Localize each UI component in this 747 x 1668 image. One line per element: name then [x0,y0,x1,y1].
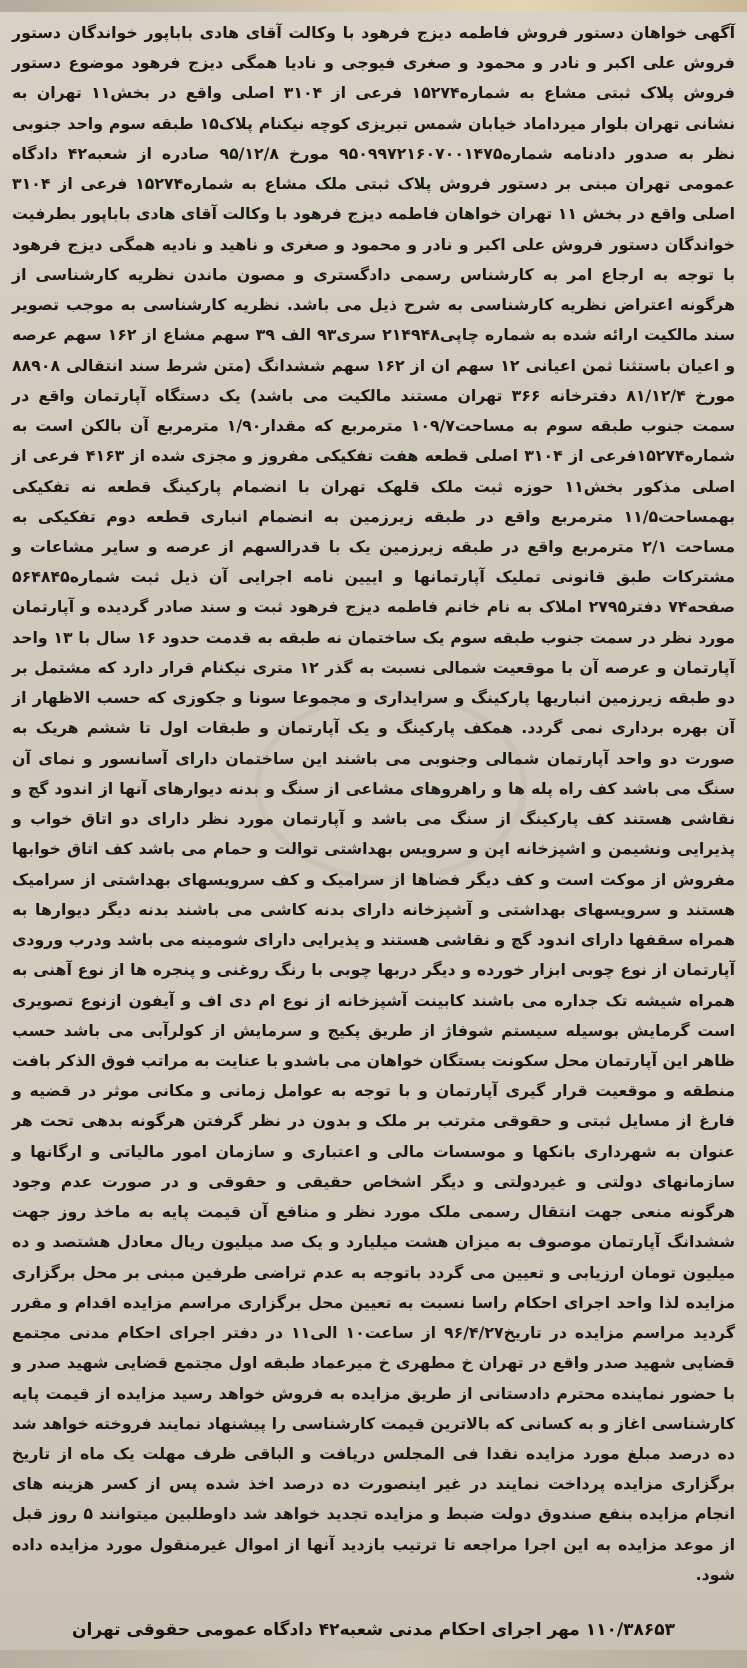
notice-body: آگهی خواهان دستور فروش فاطمه دیزج فرهود با وکالت آقای هادی باباپور خواندگان دستور فروش علی اکبر و نادر و محمود و صغری فیوجی و نادیا همگی دیزج فرهود موضوع دستور فروش پلاک ثبتی مشاع به شماره۱۵۲۷۴ فرعی از ۳۱۰۴ اصلی واقع در بخش۱۱ تهران به نشانی تهران بلوار میرداماد خیابان شمس تبریزی کوچه نیکنام پلاک۱۵ طبقه سوم واحد جنوبی نظر به صدور دادنامه شماره۹۵۰۹۹۷۲۱۶۰۷۰۰۱۴۷۵ مورخ ۹۵/۱۲/۸ صادره از شعبه۴۲ دادگاه عمومی تهران مبنی بر دستور فروش پلاک ثبتی ملک مشاع به شماره۱۵۲۷۴ فرعی از ۳۱۰۴ اصلی واقع در بخش ۱۱ تهران خواهان فاطمه دیزج فرهود با وکالت آقای هادی باباپور بطرفیت خواندگان دستور فروش علی اکبر و نادر و محمود و صغری و ناهید و نادیه همگی دیزج فرهود با توجه به ارجاع امر به کارشناس رسمی دادگستری و مصون ماندن نظریه کارشناسی از هرگونه اعتراض نظریه کارشناسی به شرح ذیل می باشد. نظریه کارشناسی به موجب تصویر سند مالکیت ارائه شده به شماره چاپی۲۱۴۹۴۸ سری۹۳ الف ۳۹ سهم مشاع از ۱۶۲ سهم عرصه و اعیان باستثنا ثمن اعیانی ۱۲ سهم ان از ۱۶۲ سهم ششدانگ (متن شرط سند انتقالی ۸۸۹۰۸ مورخ ۸۱/۱۲/۴ دفترخانه ۳۶۶ تهران مستند مالکیت می باشد) یک دستگاه آپارتمان واقع در سمت جنوب طبقه سوم به مساحت۱۰۹/۷ مترمربع که مقدار۱/۹۰ مترمربع آن بالکن است به شماره۱۵۲۷۴فرعی از ۳۱۰۴ اصلی قطعه هفت تفکیکی مفروز و مجزی شده از ۴۱۶۳ فرعی از اصلی مذکور بخش۱۱ حوزه ثبت ملک قلهک تهران با انضمام پارکینگ قطعه نه تفکیکی بهمساحت۱۱/۵ مترمربع واقع در طبقه زیرزمین به انضمام انباری قطعه دوم تفکیکی به مساحت ۲/۱ مترمربع واقع در طبقه زیرزمین یک با قدرالسهم از عرصه و سایر مشاعات و مشترکات طبق قانونی تملیک آپارتمانها و اییین نامه اجرایی آن ذیل ثبت شماره۵۶۴۸۴۵ صفحه۷۴ دفتر۲۷۹۵ املاک به نام خانم فاطمه دیزج فرهود ثبت و سند صادر گردیده و آپارتمان مورد نظر در سمت جنوب طبقه سوم یک ساختمان نه طبقه به قدمت حدود ۱۶ سال با ۱۳ واحد آپارتمان و عرصه آن با موقعیت شمالی نسبت به گذر ۱۲ متری نیکنام قرار دارد که مشتمل بر دو طبقه زیرزمین انباریها پارکینگ و سرایداری و مجموعا سونا و جکوزی که حسب الاظهار از آن بهره برداری نمی گردد. همکف پارکینگ و یک آپارتمان و طبقات اول تا ششم هریک به صورت دو واحد آپارتمان شمالی وجنوبی می باشند این ساختمان دارای آسانسور و نمای آن سنگ می باشد کف راه پله ها و راهروهای مشاعی از سنگ و بدنه دیوارهای آنها از اندود گچ و نقاشی هستند کف پارکینگ از سنگ می باشد و آپارتمان مورد نظر دارای دو اتاق خواب و پذیرایی ونشیمن و اشپزخانه اپن و سرویس بهداشتی توالت و حمام می باشد کف اتاق خوابها مفروش از موکت است و کف دیگر فضاها از سرامیک و کف سرویسهای بهداشتی از سرامیک هستند و سرویسهای بهداشتی و آشپزخانه دارای بدنه کاشی می باشند بدنه دیگر دیوارها به همراه سقفها دارای اندود گچ و نقاشی هستند و پذیرایی دارای شومینه می باشد ودرب ورودی آپارتمان از نوع چوبی ابزار خورده و دیگر دربها چوبی با رنگ روغنی و پنجره ها از نوع آهنی به همراه شیشه تک جداره می باشند کابینت آشپزخانه از نوع ام دی اف و آیفون ازنوع تصویری است گرمایش بوسیله سیستم شوفاژ از طریق پکیج و سرمایش از کولرآبی می باشد حسب ظاهر این آپارتمان محل سکونت بستگان خواهان می باشدو با عنایت به مراتب فوق الذکر بافت منطقه و موقعیت قرار گیری آپارتمان و با توجه به عوامل زمانی و مکانی موثر در قضیه و فارغ از مسایل ثبتی و حقوقی مترتب بر ملک و بدون در نظر گرفتن هرگونه بدهی تحت هر عنوان به شهرداری بانکها و موسسات مالی و اعتباری و سازمان امور مالیاتی و ارگانها و سازمانهای دولتی و غیردولتی و دیگر اشخاص حقیقی و حقوقی و در صورت عدم وجود هرگونه منعی جهت انتقال رسمی ملک مورد نظر و منافع آن قیمت پایه به ماخذ روز جهت ششدانگ آپارتمان موصوف به میزان هشت میلیارد و یک صد میلیون ریال معادل هشتصد و ده میلیون تومان ارزیابی و تعیین می گردد باتوجه به عدم تراضی طرفین مبنی بر محل برگزاری مزایده لذا واحد اجرای احکام راسا نسبت به تعیین محل برگزاری مراسم مزایده اقدام و مقرر گردید مراسم مزایده در تاریخ۹۶/۴/۲۷ از ساعت۱۰ الی۱۱ در دفتر اجرای احکام مدنی مجتمع قضایی شهید صدر واقع در تهران خ مطهری خ میرعماد طبقه اول مجتمع قضایی شهید صدر و با حضور نماینده محترم دادستانی از طریق مزایده به فروش خواهد رسید مزایده از قیمت پایه کارشناسی اغاز و به کسانی که بالاترین قیمت کارشناسی را پیشنهاد نمایند فروخته خواهد شد ده درصد مبلغ مورد مزایده نقدا فی المجلس دریافت و الباقی ظرف مهلت یک ماه از تاریخ برگزاری مزایده پرداخت نمایند در غیر اینصورت ده درصد اخذ شده پس از کسر هزینه های انجام مزایده بنفع صندوق دولت ضبط و مزایده تجدید خواهد شد داوطلبین میتوانند ۵ روز قبل از موعد مزایده به این اجرا مراجعه تا ترتیب بازدید آنها از اموال غیرمنقول مورد مزایده داده شود. [12,23,736,1584]
torn-top-edge [0,0,747,12]
bottom-edge [0,1650,747,1668]
notice-footer: ۱۱۰/۳۸۶۵۳ مهر اجرای احکام مدنی شعبه۴۲ دادگاه عمومی حقوقی تهران [72,1620,675,1640]
legal-notice [12,18,735,1608]
